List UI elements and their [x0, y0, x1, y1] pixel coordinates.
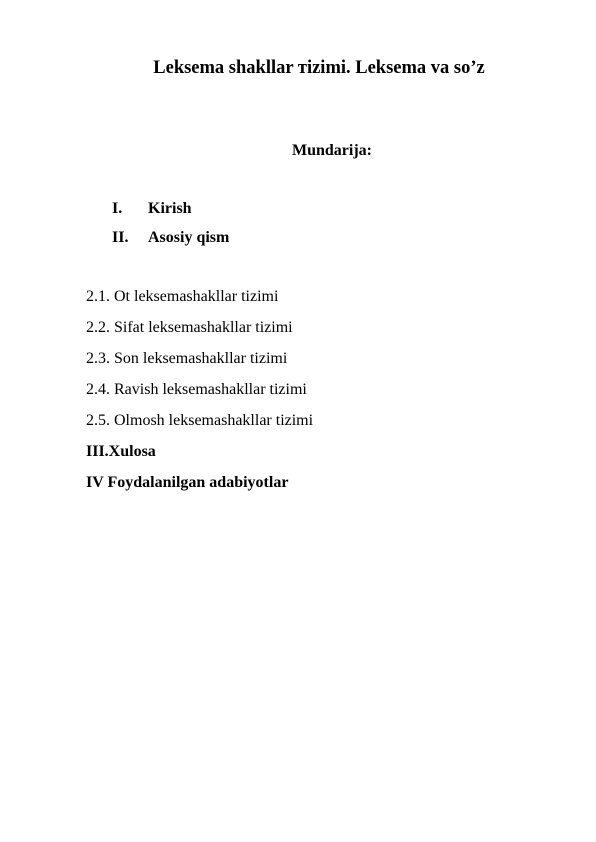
toc-subitem: 2.1. Ot leksemashakllar tizimi	[86, 288, 279, 305]
contents-heading: Mundarija:	[292, 142, 372, 159]
document-title: Leksema shakllar тizimi. Leksema va so’z	[153, 58, 485, 78]
toc-item-number: I.	[112, 200, 123, 217]
toc-item-main	[112, 229, 229, 247]
toc-subitem: 2.4. Ravish leksemashakllar tizimi	[86, 381, 307, 398]
toc-item-number: II.	[112, 229, 129, 246]
toc-item-label: Kirish	[148, 200, 192, 217]
toc-subitem: 2.2. Sifat leksemashakllar tizimi	[86, 319, 293, 336]
toc-item-label: Asosiy qism	[148, 229, 230, 246]
toc-subitem: 2.5. Olmosh leksemashakllar tizimi	[86, 412, 314, 429]
toc-item-references: IV Foydalanilgan adabiyotlar	[86, 474, 289, 491]
toc-subitem: 2.3. Son leksemashakllar tizimi	[86, 350, 288, 367]
toc-item-intro	[112, 200, 192, 218]
toc-item-conclusion: III.Xulosa	[86, 443, 156, 460]
